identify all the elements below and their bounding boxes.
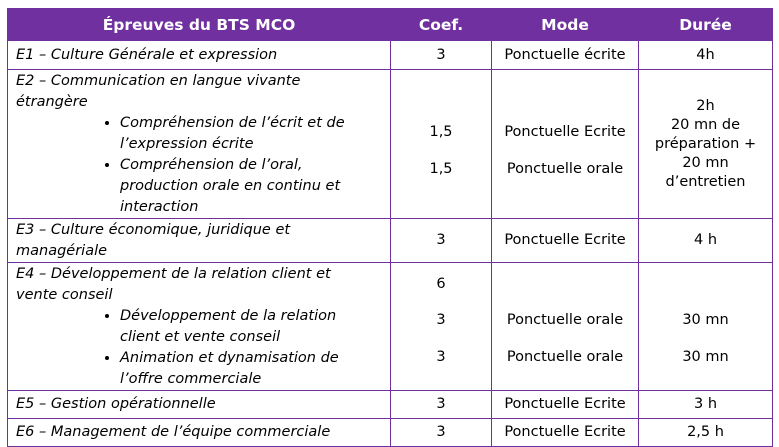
table-row-e4 xyxy=(8,263,773,391)
epreuve-e4-title-l1: E4 – Développement de la relation client et xyxy=(16,266,331,282)
e2-sub1-l2: l’expression écrite xyxy=(120,136,254,152)
duree-e2-l3: préparation + xyxy=(654,135,757,152)
coef-e2-sub1: 1,5 xyxy=(429,124,453,140)
e4-sub2-l1: • Animation et dynamisation de xyxy=(120,350,339,366)
epreuve-e2-title-l2: étrangère xyxy=(16,94,88,110)
list-item xyxy=(120,306,382,348)
list-item xyxy=(120,155,382,218)
list-item xyxy=(120,113,382,155)
table-row-e2 xyxy=(8,70,773,219)
epreuve-e4-sublist xyxy=(16,306,382,390)
duree-e1: 4h xyxy=(639,41,773,70)
coef-e2-sub2: 1,5 xyxy=(429,161,453,177)
mode-e2 xyxy=(492,70,639,219)
duree-e2-l4: 20 mn xyxy=(682,154,729,171)
duree-e6: 2,5 h xyxy=(639,419,773,447)
bts-mco-exams-table xyxy=(7,8,773,447)
e4-sub1-l1: • Développement de la relation xyxy=(120,308,337,324)
mode-e2-sub1: Ponctuelle Ecrite xyxy=(504,124,626,140)
duree-e2 xyxy=(639,70,773,219)
mode-e4 xyxy=(492,263,639,391)
coef-e3: 3 xyxy=(391,219,492,263)
coef-e1: 3 xyxy=(391,41,492,70)
e2-sub1-l1: • Compréhension de l’écrit et de xyxy=(120,115,345,131)
e4-sub1-l2: client et vente conseil xyxy=(120,329,281,345)
e2-sub2-l2: production orale en continu et xyxy=(120,178,341,194)
duree-e4 xyxy=(639,263,773,391)
header-epreuves: Épreuves du BTS MCO xyxy=(8,9,391,41)
duree-e4-sub1: 30 mn xyxy=(682,312,729,328)
table-row-e6 xyxy=(8,419,773,447)
duree-e5: 3 h xyxy=(639,391,773,419)
coef-e6: 3 xyxy=(391,419,492,447)
mode-e5: Ponctuelle Ecrite xyxy=(492,391,639,419)
coef-e4-sub1: 3 xyxy=(436,312,446,328)
mode-e4-sub2: Ponctuelle orale xyxy=(506,349,624,365)
table-row-e3 xyxy=(8,219,773,263)
epreuve-e3 xyxy=(8,219,391,263)
duree-e2-l1: 2h xyxy=(696,97,715,114)
table-row-e1 xyxy=(8,41,773,70)
epreuve-e2-title-l1: E2 – Communication en langue vivante xyxy=(16,73,301,89)
epreuve-e3-l1: E3 – Culture économique, juridique et xyxy=(16,221,291,238)
mode-e6: Ponctuelle Ecrite xyxy=(492,419,639,447)
mode-e2-sub2: Ponctuelle orale xyxy=(506,161,624,177)
duree-e3: 4 h xyxy=(639,219,773,263)
e2-sub2-l1: • Compréhension de l’oral, xyxy=(120,157,303,173)
mode-e3: Ponctuelle Ecrite xyxy=(492,219,639,263)
epreuve-e2 xyxy=(8,70,391,219)
table-header-row xyxy=(8,9,773,41)
header-coef: Coef. xyxy=(391,9,492,41)
duree-e2-l5: d’entretien xyxy=(665,173,746,190)
coef-e5: 3 xyxy=(391,391,492,419)
list-item xyxy=(120,348,382,390)
epreuve-e2-sublist xyxy=(16,113,382,218)
epreuve-e5: E5 – Gestion opérationnelle xyxy=(8,391,391,419)
e2-sub2-l3: interaction xyxy=(120,199,199,215)
header-mode: Mode xyxy=(492,9,639,41)
duree-e2-l2: 20 mn de xyxy=(670,116,741,133)
epreuve-e4 xyxy=(8,263,391,391)
epreuve-e1: E1 – Culture Générale et expression xyxy=(8,41,391,70)
epreuve-e4-title-l2: vente conseil xyxy=(16,287,113,303)
mode-e1: Ponctuelle écrite xyxy=(492,41,639,70)
coef-e2 xyxy=(391,70,492,219)
coef-e4 xyxy=(391,263,492,391)
coef-e4-sub2: 3 xyxy=(436,349,446,365)
header-duree: Durée xyxy=(639,9,773,41)
mode-e4-sub1: Ponctuelle orale xyxy=(506,312,624,328)
coef-e4-total: 6 xyxy=(436,276,446,292)
epreuve-e3-l2: managériale xyxy=(16,242,108,259)
table-row-e5 xyxy=(8,391,773,419)
duree-e4-sub2: 30 mn xyxy=(682,349,729,365)
epreuve-e6: E6 – Management de l’équipe commerciale xyxy=(8,419,391,447)
e4-sub2-l2: l’offre commerciale xyxy=(120,371,262,387)
